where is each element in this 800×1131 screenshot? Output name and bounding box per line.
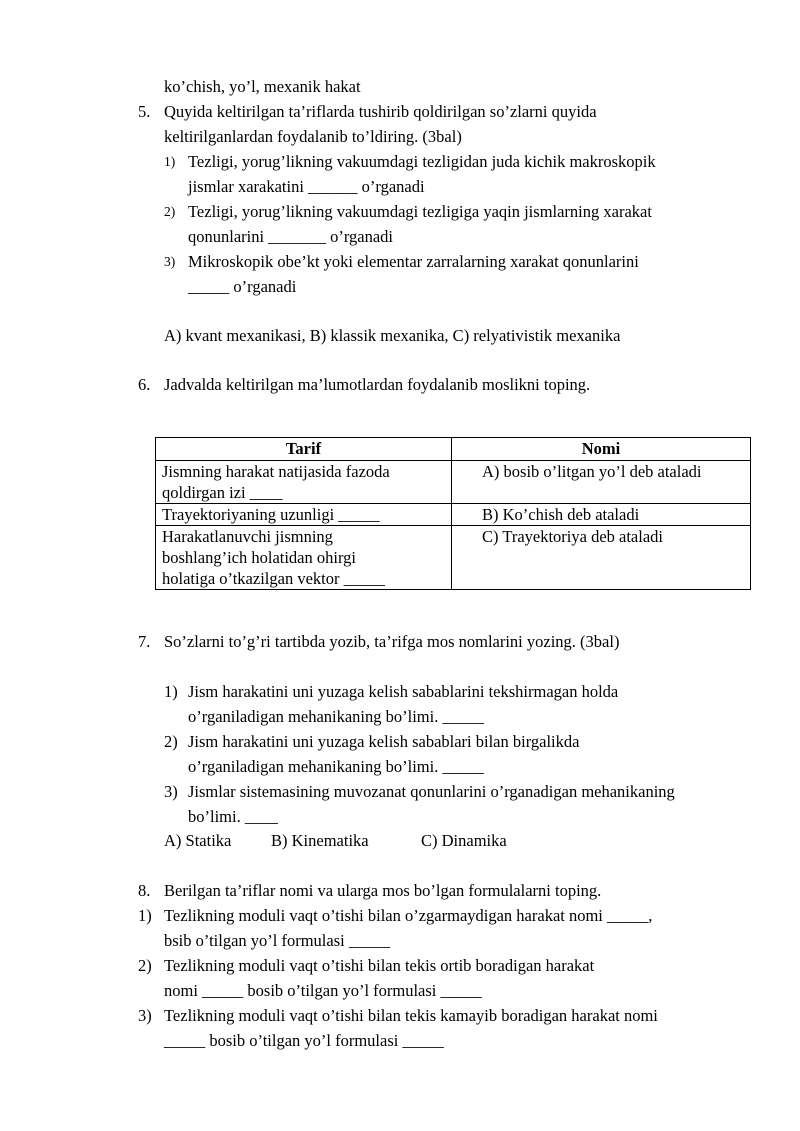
table-header-tarif: Tarif [156,438,452,461]
q5-item-line1: Tezligi, yorug’likning vakuumdagi tezligidan juda kichik makroskopik [188,152,656,171]
table-cell-tarif [156,526,452,590]
q8-item-line1: Tezlikning moduli vaqt o’tishi bilan tekis ortib boradigan harakat [164,956,595,975]
q5-item-line2: _____ o’rganadi [188,277,297,296]
q5-item-line2: jismlar xarakatini ______ o’rganadi [188,177,425,196]
q7-option-c: C) Dinamika [421,831,507,850]
q7-item-line1: Jismlar sistemasining muvozanat qonunlarini o’rganadigan mehanikaning [188,782,675,801]
q7-item-number: 3) [164,782,178,801]
q7-text: So’zlarni to’g’ri tartibda yozib, ta’rifga mos nomlarini yozing. (3bal) [164,632,620,651]
q5-text-line2: keltirilganlardan foydalanib to’ldiring. (3bal) [164,127,462,146]
table-header-row [156,438,751,461]
cell-line: boshlang’ich holatidan ohirgi [162,548,356,567]
q6-text: Jadvalda keltirilgan ma’lumotlardan foydalanib moslikni toping. [164,375,591,394]
q5-item-line1: Tezligi, yorug’likning vakuumdagi tezligiga yaqin jismlarning xarakat [188,202,652,221]
cell-line: holatiga o’tkazilgan vektor _____ [162,569,385,588]
table-header-nomi: Nomi [452,438,751,461]
q7-item-line1: Jism harakatini uni yuzaga kelish sabablari bilan birgalikda [188,732,580,751]
q5-item-number: 3) [164,254,176,269]
q8-item-line2: bsib o’tilgan yo’l formulasi _____ [164,931,391,950]
q7-item-line2: bo’limi. ____ [188,807,278,826]
matching-table [155,437,751,590]
q5-item-number: 2) [164,204,176,219]
table-cell-tarif [156,461,452,504]
table-cell-tarif [156,504,452,526]
q5-item-line1: Mikroskopik obe’kt yoki elementar zarralarning xarakat qonunlarini [188,252,639,271]
cell-line: qoldirgan izi ____ [162,483,283,502]
q8-item-number: 3) [138,1006,152,1025]
q5-item-line2: qonunlarini _______ o’rganadi [188,227,393,246]
table-cell-nomi: B) Ko’chish deb ataladi [452,504,751,526]
cell-line: Jismning harakat natijasida fazoda [162,462,390,481]
table-cell-nomi: A) bosib o’litgan yo’l deb ataladi [452,461,751,504]
q8-item-line1: Tezlikning moduli vaqt o’tishi bilan tekis kamayib boradigan harakat nomi [164,1006,658,1025]
q5-item-number: 1) [164,154,176,169]
q8-item-number: 1) [138,906,152,925]
q7-item-line1: Jism harakatini uni yuzaga kelish sabablarini tekshirmagan holda [188,682,619,701]
table-row [156,526,751,590]
table-cell-nomi: C) Trayektoriya deb ataladi [452,526,751,590]
q7-item-number: 1) [164,682,178,701]
q7-item-line2: o’rganiladigan mehanikaning bo’limi. _____ [188,757,484,776]
q7-item-number: 2) [164,732,178,751]
q7-number: 7. [138,632,151,651]
q8-number: 8. [138,881,151,900]
q8-item-number: 2) [138,956,152,975]
table-row [156,461,751,504]
q7-item-line2: o’rganiladigan mehanikaning bo’limi. _____ [188,707,484,726]
cell-line: Harakatlanuvchi jismning [162,527,333,546]
continuation-line: ko’chish, yo’l, mexanik hakat [164,77,361,96]
q5-number: 5. [138,102,151,121]
q6-number: 6. [138,375,151,394]
q5-options: A) kvant mexanikasi, B) klassik mexanika, C) relyativistik mexanika [164,326,621,345]
q7-option-a: A) Statika [164,831,232,850]
cell-line: Trayektoriyaning uzunligi _____ [162,505,380,524]
q7-option-b: B) Kinematika [271,831,369,850]
table-row [156,504,751,526]
q8-item-line2: _____ bosib o’tilgan yo’l formulasi _____ [164,1031,444,1050]
q8-item-line1: Tezlikning moduli vaqt o’tishi bilan o’zgarmaydigan harakat nomi _____, [164,906,653,925]
q8-item-line2: nomi _____ bosib o’tilgan yo’l formulasi _____ [164,981,482,1000]
q8-text: Berilgan ta’riflar nomi va ularga mos bo’lgan formulalarni toping. [164,881,602,900]
q5-text-line1: Quyida keltirilgan ta’riflarda tushirib qoldirilgan so’zlarni quyida [164,102,597,121]
